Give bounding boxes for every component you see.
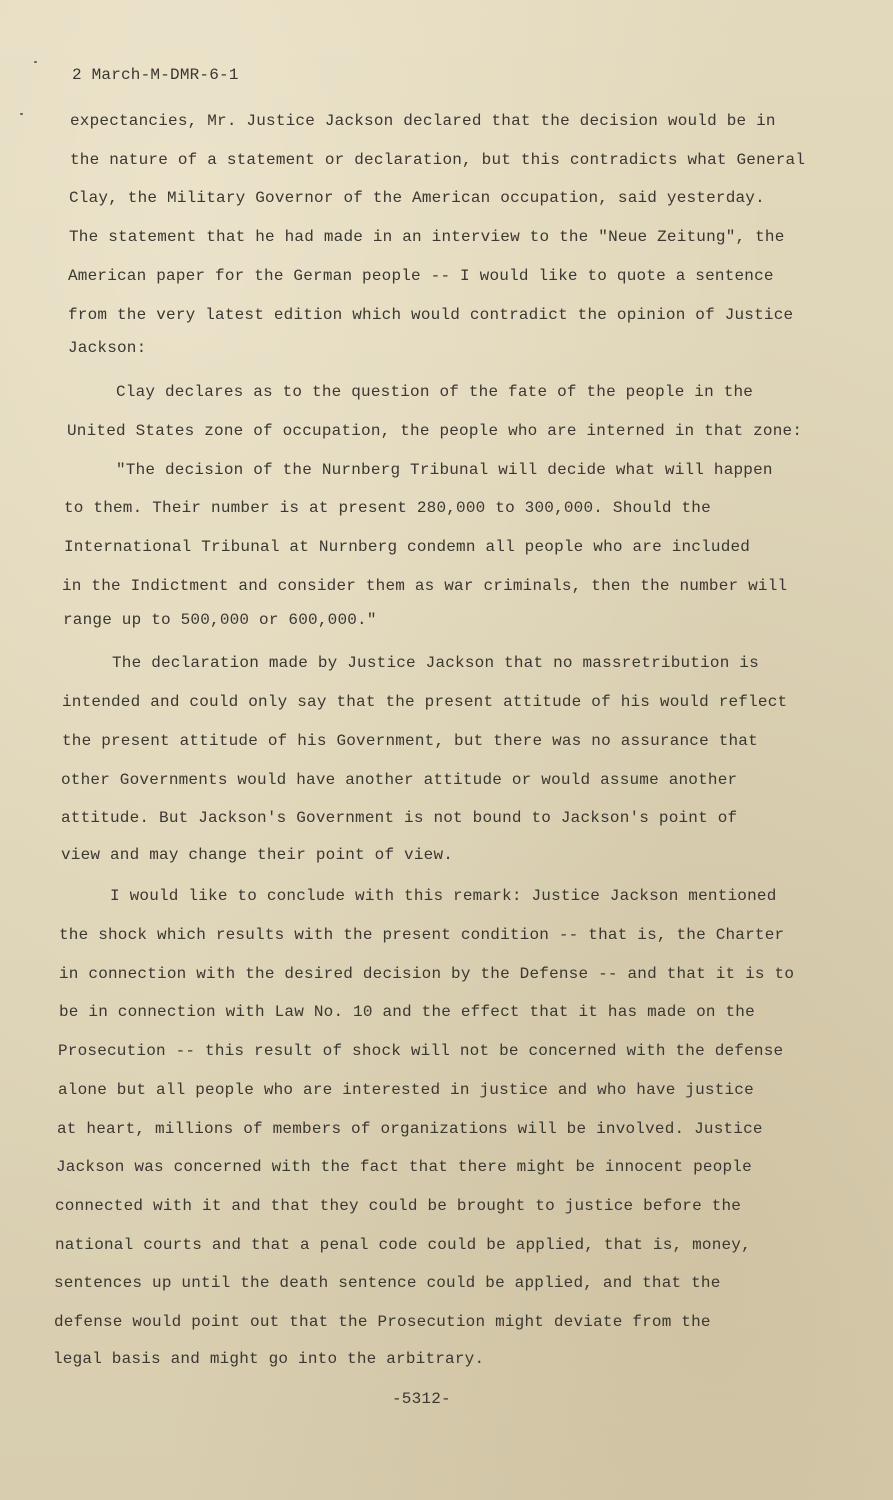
quote-line: "The decision of the Nurnberg Tribunal will decide what will happen (116, 461, 773, 479)
text-line: the shock which results with the present condition -- that is, the Charter (59, 926, 785, 944)
text-line: defense would point out that the Prosecution might deviate from the (54, 1313, 711, 1331)
quote-line: to them. Their number is at present 280,000 to 300,000. Should the (64, 499, 711, 517)
text-line: national courts and that a penal code could be applied, that is, money, (55, 1236, 751, 1254)
text-line: the nature of a statement or declaration, but this contradicts what General (70, 151, 806, 169)
text-line: at heart, millions of members of organizations will be involved. Justice (57, 1120, 763, 1138)
text-line: The statement that he had made in an interview to the "Neue Zeitung", the (69, 228, 785, 246)
page-number: -5312- (392, 1390, 451, 1408)
margin-speck (20, 113, 23, 115)
text-line: attitude. But Jackson's Government is not bound to Jackson's point of (61, 809, 738, 827)
text-line: Clay, the Military Governor of the American occupation, said yesterday. (69, 189, 765, 207)
text-line: legal basis and might go into the arbitrary. (53, 1350, 485, 1368)
document-header: 2 March-M-DMR-6-1 (72, 66, 239, 84)
text-line: Prosecution -- this result of shock will not be concerned with the defense (58, 1042, 784, 1060)
text-line: American paper for the German people -- I would like to quote a sentence (68, 267, 774, 285)
text-line: in connection with the desired decision by the Defense -- and that it is to (59, 965, 795, 983)
margin-speck (34, 61, 37, 63)
text-line: sentences up until the death sentence could be applied, and that the (54, 1274, 721, 1292)
text-line: from the very latest edition which would contradict the opinion of Justice (68, 306, 794, 324)
text-line: view and may change their point of view. (61, 846, 454, 864)
quote-line: International Tribunal at Nurnberg condemn all people who are included (64, 538, 751, 556)
text-line: United States zone of occupation, the people who are interned in that zone: (67, 422, 803, 440)
text-line: I would like to conclude with this remark: Justice Jackson mentioned (110, 887, 777, 905)
text-line: the present attitude of his Government, but there was no assurance that (62, 732, 758, 750)
quote-line: in the Indictment and consider them as war criminals, then the number will (62, 577, 788, 595)
text-line: alone but all people who are interested in justice and who have justice (58, 1081, 754, 1099)
text-line: Jackson: (68, 339, 147, 357)
text-line: The declaration made by Justice Jackson that no massretribution is (112, 654, 759, 672)
text-line: expectancies, Mr. Justice Jackson declared that the decision would be in (70, 112, 776, 130)
text-line: other Governments would have another attitude or would assume another (61, 771, 738, 789)
text-line: Jackson was concerned with the fact that there might be innocent people (56, 1158, 752, 1176)
quote-line: range up to 500,000 or 600,000." (63, 611, 377, 629)
text-line: be in connection with Law No. 10 and the effect that it has made on the (59, 1003, 755, 1021)
text-line: intended and could only say that the present attitude of his would reflect (62, 693, 788, 711)
text-line: connected with it and that they could be brought to justice before the (55, 1197, 742, 1215)
text-line: Clay declares as to the question of the fate of the people in the (116, 383, 754, 401)
